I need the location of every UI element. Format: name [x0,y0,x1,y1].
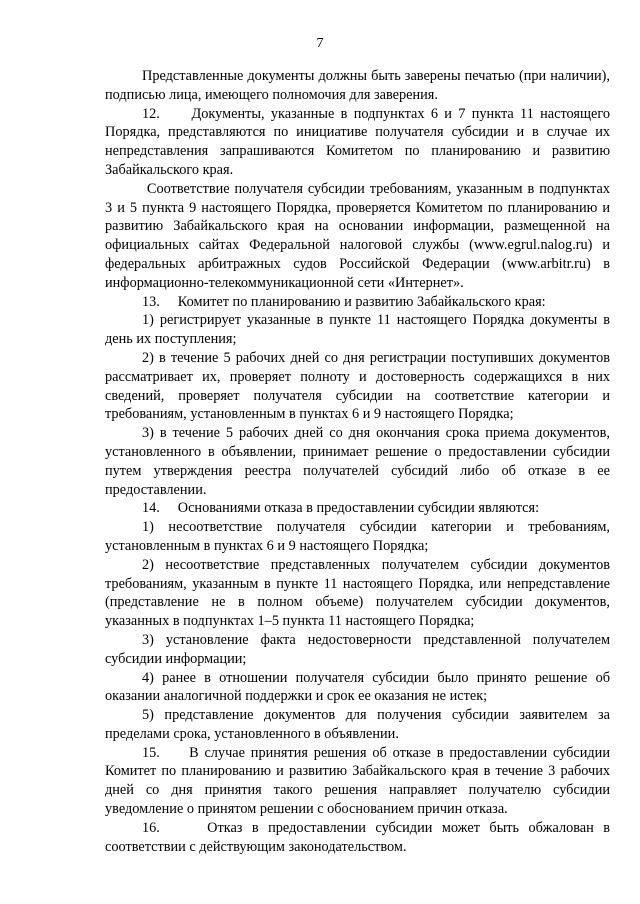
paragraph-item-14-1: 1) несоответствие получателя субсидии категории и требованиям, установленным в пунктах 6 и 9 настоящего Порядка; [105,519,610,554]
paragraph-item-14-3: 3) установление факта недостоверности представленной получателем субсидии информации; [105,631,610,667]
paragraph-item-12: 12. Документы, указанные в подпунктах 6 и 7 пункта 11 настоящего Порядка, представляются по инициативе получателя субсидии и в случае их непредставления запрашиваются Комитетом по планированию и развитию Забайкальского края. [105,105,610,178]
document-body [105,67,610,856]
paragraph-documents-certification: Представленные документы должны быть заверены печатью (при наличии), подписью лица, имеющего полномочия для заверения. [105,68,610,103]
paragraph-item-13-1: 1) регистрирует указанные в пункте 11 настоящего Порядка документы в день их поступления; [105,312,610,348]
paragraph-item-13-2: 2) в течение 5 рабочих дней со дня регистрации поступивших документов рассматривает их, проверяет полноту и достоверность содержащихся в них сведений, проверяет получателя субсидии на соответствие категории и требованиям, установленным в пунктах 6 и 9 настоящего Порядка; [105,349,610,423]
paragraph-item-16: 16. Отказ в предоставлении субсидии может быть обжалован в соответствии с действующим законодательством. [105,819,610,855]
paragraph-item-14-2: 2) несоответствие представленных получателем субсидии документов требованиям, указанным в пункте 11 настоящего Порядка, или непредставление (представление не в полном объеме) получателем субсидии документов, указанных в подпунктах 1–5 пункта 11 настоящего Порядка; [105,556,610,630]
paragraph-compliance-check: Соответствие получателя субсидии требованиям, указанным в подпунктах 3 и 5 пункта 9 настоящего Порядка, проверяется Комитетом по планированию и развитию Забайкальского края на основании информации, размещенной на официальных сайтах Федеральной налоговой службы (www.egrul.nalog.ru) и федеральных арбитражных судов Российской Федерации (www.arbitr.ru) в информационно-телекоммуникационной сети «Интернет». [105,180,610,291]
paragraph-item-13: 13. Комитет по планированию и развитию Забайкальского края: [142,293,546,310]
paragraph-item-14-5: 5) представление документов для получения субсидии заявителем за пределами срока, установленного в объявлении. [105,707,610,742]
paragraph-item-13-3: 3) в течение 5 рабочих дней со дня окончания срока приема документов, установленного в объявлении, принимает решение о предоставлении субсидии путем утверждения реестра получателей субсидий либо об отказе в ее предоставлении. [105,425,610,498]
page-number: 7 [316,36,324,51]
paragraph-item-14: 14. Основаниями отказа в предоставлении субсидии являются: [142,500,540,517]
paragraph-item-14-4: 4) ранее в отношении получателя субсидии было принято решение об оказании аналогичной поддержки и срок ее оказания не истек; [105,669,610,705]
paragraph-item-15: 15. В случае принятия решения об отказе в предоставлении субсидии Комитет по планированию и развитию Забайкальского края в течение 3 рабочих дней со дня принятия такого решения направляет получателю субсидии уведомление о принятом решении с обоснованием причин отказа. [105,744,610,818]
